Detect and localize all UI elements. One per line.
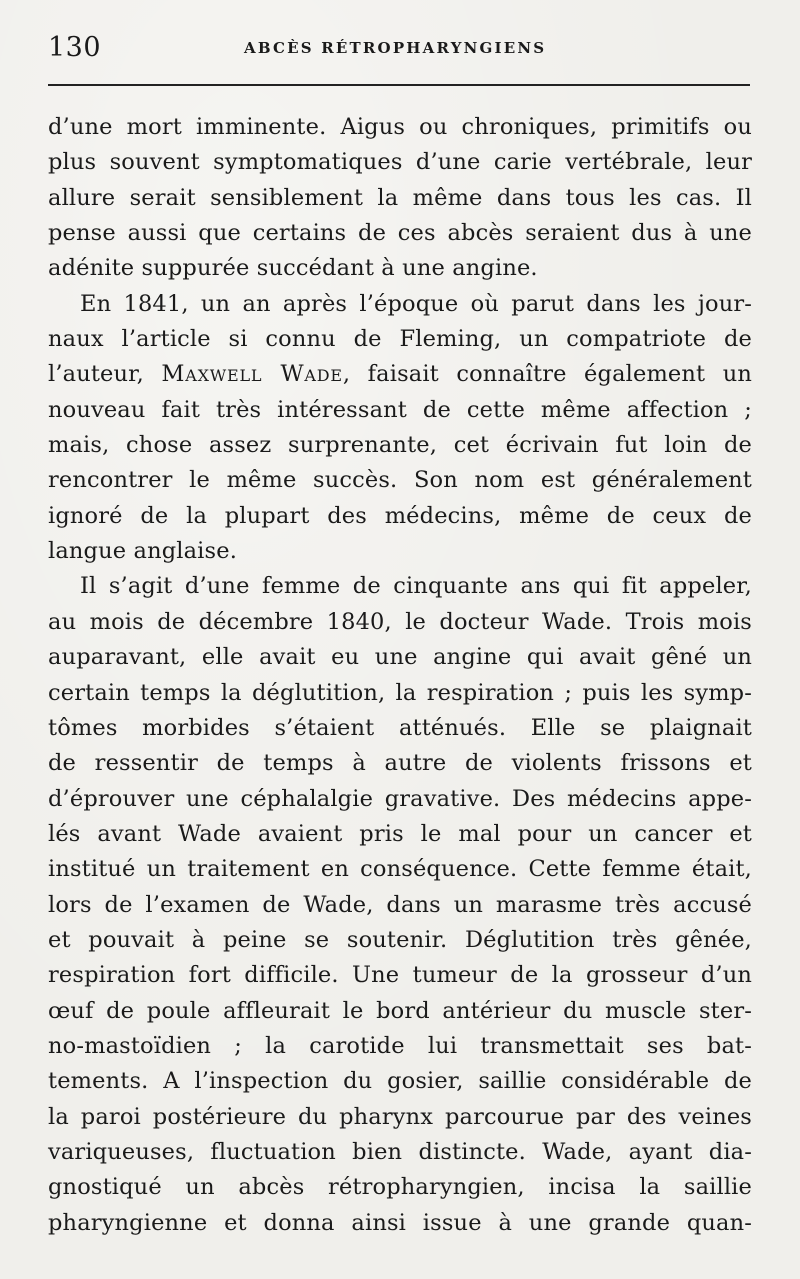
- text-line-author: [48, 357, 752, 392]
- text-line: naux l’article si connu de Fleming, un compatriote de: [48, 326, 752, 353]
- text-line: tements. A l’inspection du gosier, saillie considérable de: [48, 1068, 752, 1095]
- text-line: la paroi postérieure du pharynx parcourue par des veines: [48, 1103, 752, 1130]
- text-line: respiration fort difficile. Une tumeur de la grosseur d’un: [48, 962, 752, 989]
- text-fragment: l’auteur,: [48, 361, 162, 388]
- header-rule: [48, 84, 750, 86]
- text-line: lors de l’examen de Wade, dans un marasme très accusé: [48, 891, 752, 918]
- text-line: tômes morbides s’étaient atténués. Elle se plaignait: [48, 714, 752, 741]
- text-line: no-mastoïdien ; la carotide lui transmettait ses bat-: [48, 1032, 752, 1059]
- text-line: plus souvent symptomatiques d’une carie vertébrale, leur: [48, 149, 752, 176]
- text-line: allure serait sensiblement la même dans tous les cas. Il: [48, 184, 752, 211]
- page-header: [48, 32, 750, 72]
- text-line: rencontrer le même succès. Son nom est généralement: [48, 467, 752, 494]
- text-line: de ressentir de temps à autre de violents frissons et: [48, 750, 752, 777]
- text-line: certain temps la déglutition, la respiration ; puis les symp-: [48, 679, 752, 706]
- text-line: nouveau fait très intéressant de cette même affection ;: [48, 396, 752, 423]
- text-line: lés avant Wade avaient pris le mal pour un cancer et: [48, 820, 752, 847]
- text-line: pharyngienne et donna ainsi issue à une grande quan-: [48, 1209, 752, 1236]
- text-line: auparavant, elle avait eu une angine qui avait gêné un: [48, 644, 752, 671]
- text-line: institué un traitement en conséquence. Cette femme était,: [48, 856, 752, 883]
- text-line: mais, chose assez surprenante, cet écrivain fut loin de: [48, 432, 752, 459]
- text-line: au mois de décembre 1840, le docteur Wade. Trois mois: [48, 608, 752, 635]
- text-line: d’éprouver une céphalalgie gravative. Des médecins appe-: [48, 785, 752, 812]
- paragraph-start-line: En 1841, un an après l’époque où parut dans les jour-: [80, 290, 752, 317]
- running-head: ABCÈS RÉTROPHARYNGIENS: [244, 39, 547, 57]
- text-line: langue anglaise.: [48, 538, 237, 565]
- text-line: œuf de poule affleurait le bord antérieur du muscle ster-: [48, 997, 752, 1024]
- paragraph-start-line: Il s’agit d’une femme de cinquante ans qui fit appeler,: [80, 573, 752, 600]
- text-line: pense aussi que certains de ces abcès seraient dus à une: [48, 220, 752, 247]
- body-text: [48, 110, 752, 1241]
- text-line: ignoré de la plupart des médecins, même de ceux de: [48, 502, 752, 529]
- text-line: gnostiqué un abcès rétropharyngien, incisa la saillie: [48, 1174, 752, 1201]
- text-line: et pouvait à peine se soutenir. Déglutition très gênée,: [48, 926, 752, 953]
- text-fragment: , faisait connaître également un: [342, 361, 752, 388]
- page-number: 130: [48, 32, 102, 63]
- text-line: d’une mort imminente. Aigus ou chroniques, primitifs ou: [48, 114, 752, 140]
- text-line: variqueuses, fluctuation bien distincte. Wade, ayant dia-: [48, 1138, 752, 1165]
- text-line: adénite suppurée succédant à une angine.: [48, 255, 538, 282]
- author-name: Maxwell Wade: [161, 361, 343, 388]
